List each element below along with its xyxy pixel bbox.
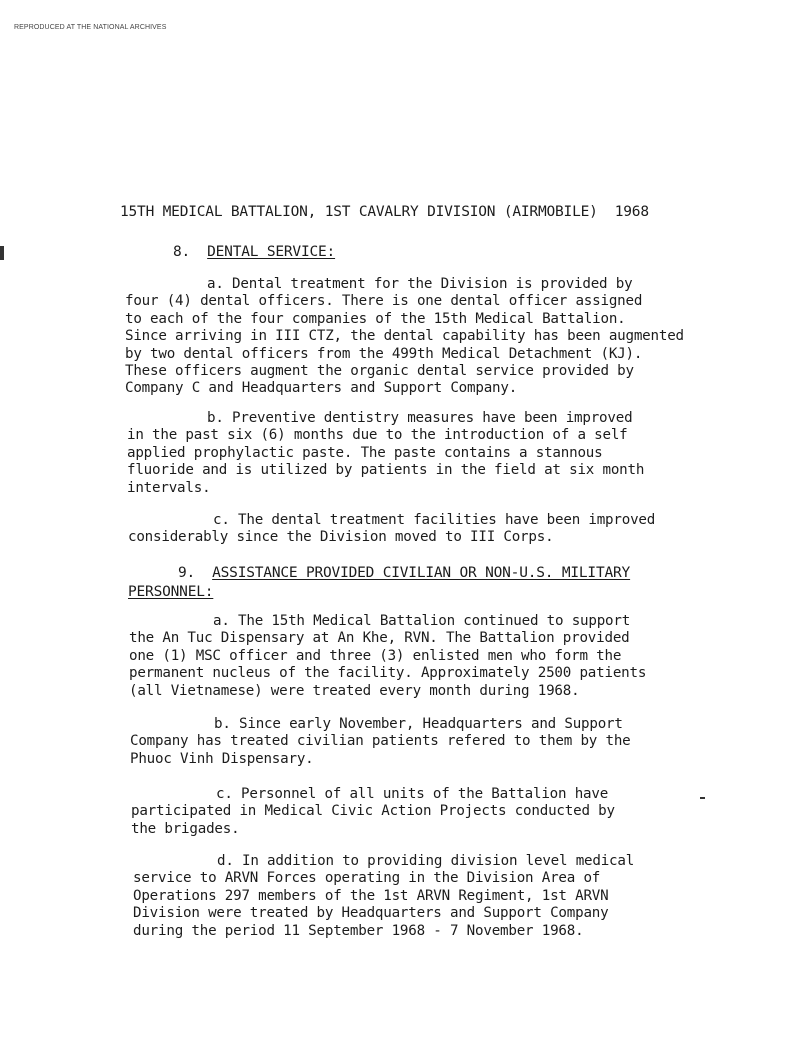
paragraph-line: in the past six (6) months due to the introduction of a self (127, 427, 628, 444)
paragraph-line: Since arriving in III CTZ, the dental capability has been augmented (125, 328, 684, 345)
paragraph-line: Operations 297 members of the 1st ARVN Regiment, 1st ARVN (133, 887, 609, 904)
section-9-title-cont: PERSONNEL: (128, 584, 214, 600)
paragraph-line: fluoride and is utilized by patients in the field at six month (127, 462, 645, 479)
section-9-heading-cont (128, 584, 213, 600)
paragraph-line: c. The dental treatment facilities have been improved (213, 512, 656, 528)
paragraph-line: four (4) dental officers. There is one dental officer assigned (125, 293, 643, 310)
paragraph-line: the brigades. (131, 820, 240, 837)
paragraph-line: permanent nucleus of the facility. Approximately 2500 patients (129, 665, 647, 682)
paragraph-line: one (1) MSC officer and three (3) enlisted men who form the (129, 647, 622, 664)
section-9-heading (178, 565, 630, 581)
paragraph-line: c. Personnel of all units of the Battalion have (216, 786, 609, 802)
paragraph-line: during the period 11 September 1968 - 7 November 1968. (133, 922, 584, 939)
section-8-para-c (128, 512, 655, 547)
paragraph-line: intervals. (127, 479, 211, 496)
section-9-para-c (131, 786, 615, 838)
section-9-number: 9. (178, 565, 196, 581)
section-8-para-a (125, 276, 684, 398)
paragraph-line: b. Since early November, Headquarters and Support (214, 716, 623, 732)
paragraph-line: participated in Medical Civic Action Projects conducted by (131, 803, 615, 820)
paragraph-line: b. Preventive dentistry measures have been improved (207, 410, 633, 426)
paragraph-line: Division were treated by Headquarters and Support Company (133, 905, 609, 922)
page-edge-mark (0, 246, 4, 260)
paragraph-line: Phuoc Vinh Dispensary. (130, 750, 314, 767)
paragraph-line: (all Vietnamese) were treated every month during 1968. (129, 682, 580, 699)
paragraph-line: to each of the four companies of the 15th Medical Battalion. (125, 310, 626, 327)
paragraph-line: These officers augment the organic dental service provided by (125, 363, 634, 380)
title-year: 1968 (614, 204, 649, 220)
section-8-heading (173, 244, 335, 260)
section-9-para-b (130, 716, 631, 768)
section-8-para-b (127, 410, 644, 497)
paragraph-line: by two dental officers from the 499th Medical Detachment (KJ). (125, 345, 643, 362)
paragraph-line: Company C and Headquarters and Support Company. (125, 380, 518, 397)
ink-speck (700, 797, 705, 799)
paragraph-line: a. Dental treatment for the Division is provided by (207, 276, 633, 292)
paragraph-line: d. In addition to providing division level medical (217, 853, 635, 869)
section-8-number: 8. (173, 244, 191, 260)
paragraph-line: Company has treated civilian patients refered to them by the (130, 733, 631, 750)
paragraph-line: applied prophylactic paste. The paste contains a stannous (127, 444, 603, 461)
paragraph-line: considerably since the Division moved to III Corps. (128, 529, 554, 546)
section-9-para-d (133, 853, 634, 940)
section-9-para-a (129, 613, 646, 700)
archive-stamp: REPRODUCED AT THE NATIONAL ARCHIVES (14, 24, 167, 31)
paragraph-line: a. The 15th Medical Battalion continued to support (213, 613, 631, 629)
section-9-title: ASSISTANCE PROVIDED CIVILIAN OR NON-U.S. MILITARY (212, 565, 631, 581)
paragraph-line: the An Tuc Dispensary at An Khe, RVN. The Battalion provided (129, 630, 630, 647)
paragraph-line: service to ARVN Forces operating in the Division Area of (133, 870, 601, 887)
section-8-title: DENTAL SERVICE: (207, 244, 336, 260)
document-title (120, 204, 649, 220)
title-text: 15TH MEDICAL BATTALION, 1ST CAVALRY DIVISION (AIRMOBILE) (120, 204, 598, 220)
